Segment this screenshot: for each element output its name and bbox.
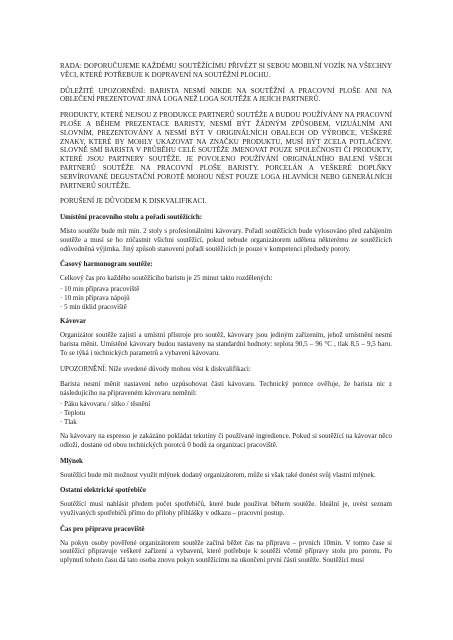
settings-list	[60, 400, 392, 426]
section-heading-espresso-machine: Kávovar	[60, 317, 87, 326]
prep-time-paragraph: Na pokyn osoby pověřené organizátorem soutěže začíná běžet čas na přípravu – prvních 10min. V tomto čase si soutěžící připravuje veškeré zařízení a vybavení, které potřebuje k soutěži včetně přípravy stolu pro porotu. Po uplynutí tohoto času dá tato osoba znovu pokyn soutěžícímu na ukončení první části soutěže. Soutěžící musí	[60, 538, 392, 565]
important-notice-paragraph: DŮLEŽITÉ UPOZORNĚNÍ: BARISTA NESMÍ NIKDE NA SOUTĚŽNÍ A PRACOVNÍ PLOŠE ANI NA OBLEČENÍ PREZENTOVAT JINÁ LOGA NEŽ LOGA SOUTĚŽE A JEJÍCH PARTNERŮ.	[60, 86, 392, 104]
section-heading-appliances: Ostatní elektrické spotřebiče	[60, 486, 146, 495]
section-heading-schedule: Časový harmonogram soutěže:	[60, 260, 153, 269]
advice-paragraph: RADA: DOPORUČUJEME KAŽDÉMU SOUTĚŽÍCÍMU PŘIVÉZT SI SEBOU MOBILNÍ VOZÍK NA VŠECHNY VĚCI, KTERÉ POTŘEBUJE K DOPRAVENÍ NA SOUTĚŽNÍ PLOCHU.	[60, 62, 392, 79]
list-item: · Páku kávovaru / sítko / těsnění	[60, 399, 151, 408]
section-heading-workstation: Umístění pracovního stolu a pořadí soutěžících:	[60, 213, 203, 222]
grinder-paragraph: Soutěžící bude mít možnost využít mlýnek dodaný organizátorem, může si však také donést svůj vlastní mlýnek.	[60, 470, 376, 479]
settings-paragraph: Barista nesmí měnit nastavení nebo uzpůsobovat části kávovaru. Technický porotce ověřuje, že barista nic z následujícího na připraveném kávovaru neměnil:	[60, 380, 392, 398]
workstation-paragraph: Místo soutěže bude mít min. 2 stoly s profesionálními kávovary. Pořadí soutěžících bude vylosováno před zahájením soutěže a musí se ho zúčastnit všichni soutěžící, pokud nebude organizátorem udělena některému ze soutěžících odůvodněná výjimka. Jiný způsob stanovení pořadí soutěžících je pouze v kompetenci předsedy poroty.	[60, 226, 392, 253]
espresso-machine-paragraph: Organizátor soutěže zajistí a umístní přístroje pro soutěž, kávovary jsou jediným zařízením, jehož umístnění nesmí barista měnit. Umístěné kávovary budou nastaveny na standardní hodnoty: teplota 90,5 – 96 °C , tlak 8,5 – 9,5 baru. To se týká i technických parametrů a vybavení kávovaru.	[60, 331, 392, 357]
appliances-paragraph: Soutěžící musí nahlásit předem počet spotřebičů, které bude používat během soutěže. Ideální je, uvést seznam využívaných spotřebičů přímo do přílohy přihlášky v odkazu – pracovní postup.	[60, 500, 392, 518]
list-item: · Teplotu	[60, 408, 86, 417]
disqualification-notice: PORUŠENÍ JE DŮVODEM K DISKVALIFIKACI.	[60, 197, 207, 206]
warning-paragraph: UPOZORNĚNÍ: Níže uvedené důvody mohou vést k diskvalifikaci:	[60, 364, 251, 373]
list-item: · 10 min příprava pracoviště	[60, 284, 140, 293]
list-item: · 10 min příprava nápojů	[60, 293, 130, 302]
list-item: · 5 min úklid pracoviště	[60, 302, 127, 311]
section-heading-grinder: Mlýnek	[60, 456, 83, 465]
section-heading-prep-time: Čas pro přípravu pracoviště	[60, 524, 145, 533]
list-item: · Tlak	[60, 417, 77, 426]
schedule-list	[60, 285, 392, 311]
schedule-intro: Celkový čas pro každého soutěžícího baristu je 25 minut takto rozdělených:	[60, 274, 273, 283]
products-rules-paragraph: PRODUKTY, KTERÉ NEJSOU Z PRODUKCE PARTNERŮ SOUTĚŽE A BUDOU POUŽÍVÁNY NA PRACOVNÍ PLOŠE A BĚHEM PREZENTACE BARISTY, NESMÍ BÝT ŽÁDNÝM ZPŮSOBEM, VIZUÁLNÍM ANI SLOVNÍM, PREZENTOVÁNY A NESMÍ BÝT V ORIGINÁLNÍCH OBALECH OD VÝROBCE, VEŠKERÉ ZNAKY, KTERÉ BY MOHLY UKAZOVAT NA ZNAČKU PRODUKTU, MUSÍ BÝT ZCELA POTLAČENY. SLOVNĚ SMÍ BARISTA V PRŮBĚHU CELÉ SOUTĚŽE JMENOVAT POUZE SPOLEČNOSTI ČI PRODUKTY, KTERÉ JSOU PARTNERY SOUTĚŽE. JE POVOLENO POUŽÍVÁNÍ ORIGINÁLNÍHO BALENÍ VŠECH PARTNERŮ SOUTĚŽE NA PRACOVNÍ PLOŠE BARISTY. PORCELÁN A VEŠKERÉ DOPLŇKY SERVÍROVANÉ DEGUSTAČNÍ POROTĚ MOHOU NÉST POUZE LOGA HLAVNÍCH NEBO GENERÁLNÍCH PARTNERŮ SOUTĚŽE.	[60, 111, 392, 190]
document-body	[60, 62, 392, 572]
machine-surface-paragraph: Na kávovary na espresso je zakázáno pokládat tekutiny či používané ingredience. Pokud si soutěžící na kávovar něco odloží, dostane od obou technických porotců 0 bodů za organizaci pracoviště.	[60, 432, 392, 450]
